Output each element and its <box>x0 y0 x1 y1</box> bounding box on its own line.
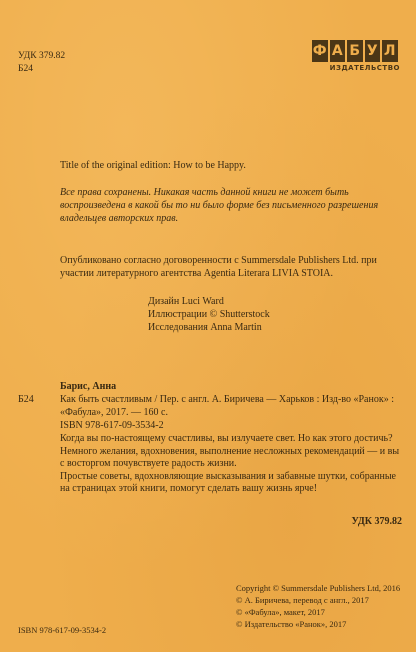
publication-agreement: Опубликовано согласно договоренности с Summersdale Publishers Ltd. при участии литературного агентства Agentia Literara LIVIA STOIA. <box>60 255 377 279</box>
catalog-udk: УДК 379.82 <box>351 516 402 527</box>
illustrations-credit: Иллюстрации © Shutterstock <box>148 309 270 320</box>
copyright-block <box>236 582 400 630</box>
design-credit: Дизайн Luci Ward <box>148 296 224 307</box>
copyright-line: Copyright © Summersdale Publishers Ltd, 2016 <box>236 583 401 593</box>
publisher-logo <box>312 40 400 72</box>
logo-subtitle: ИЗДАТЕЛЬСТВО <box>329 64 400 72</box>
annotation-paragraph: Когда вы по-настоящему счастливы, вы излучаете свет. Но как этого достичь? Немного желания, вдохновения, выполнение несложных рекомендаций — и вы с восторгом почувствуете радость жизни. <box>60 433 400 469</box>
bbk-code-top: Б24 <box>18 64 33 74</box>
logo-letter: Л <box>382 40 398 62</box>
credits-block <box>148 295 270 334</box>
catalog-bbk-code: Б24 <box>18 394 34 405</box>
catalog-author: Барис, Анна <box>60 381 117 392</box>
copyright-line: © «Фабула», макет, 2017 <box>236 607 325 617</box>
annotation-paragraph: Простые советы, вдохновляющие высказывания и забавные шутки, собранные на страницах этой книги, помогут сделать вашу жизнь ярче! <box>60 470 396 494</box>
rights-notice: Все права сохранены. Никакая часть данной книги не может быть воспроизведена в какой бы то ни было форме без письменного разрешения владельцев авторских прав. <box>60 187 379 224</box>
logo-letter: Ф <box>312 40 328 62</box>
bottom-isbn: ISBN 978-617-09-3534-2 <box>18 625 107 635</box>
research-credit: Исследования Anna Martin <box>148 322 262 333</box>
logo-letters <box>312 40 400 62</box>
copyright-line: © Издательство «Ранок», 2017 <box>236 619 347 629</box>
logo-letter: Б <box>347 40 363 62</box>
catalog-isbn: ISBN 978-617-09-3534-2 <box>60 420 164 431</box>
original-title: Title of the original edition: How to be Happy. <box>60 160 246 171</box>
logo-letter: У <box>365 40 381 62</box>
udk-code-top: УДК 379.82 <box>18 51 66 61</box>
copyright-line: © А. Биричева, перевод с англ., 2017 <box>236 595 369 605</box>
logo-letter: А <box>330 40 346 62</box>
catalog-description: Как быть счастливым / Пер. с англ. А. Биричева — Харьков : Изд-во «Ранок» : «Фабула», 2017. — 160 с. <box>60 394 394 418</box>
catalog-annotation <box>60 433 404 496</box>
